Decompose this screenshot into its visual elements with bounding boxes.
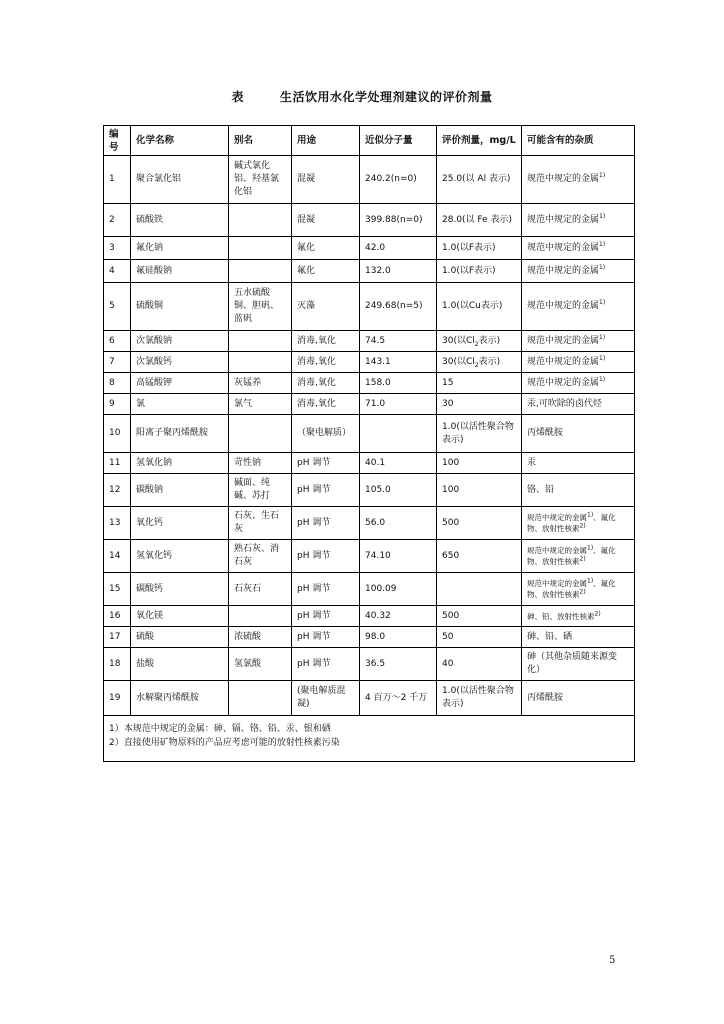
cell-mw: 40.1 (360, 453, 437, 474)
table-row (104, 156, 635, 204)
table-row (104, 453, 635, 474)
cell-use: 混凝 (292, 204, 360, 237)
cell-name: 氢氧化钙 (131, 540, 229, 573)
table-row (104, 373, 635, 394)
cell-no: 9 (104, 394, 131, 415)
cell-dose: 1.0(以F表示) (437, 237, 522, 260)
header-dose: 评价剂量，mg/L (437, 126, 522, 156)
cell-no: 6 (104, 331, 131, 352)
cell-no: 10 (104, 415, 131, 453)
table-row (104, 507, 635, 540)
impurity-text: 丙烯酰胺 (527, 692, 564, 703)
cell-dose: 1.0(以Cu表示) (437, 283, 522, 331)
cell-alias (229, 352, 292, 373)
impurity-text: 砷、铅、硒 (527, 631, 573, 642)
cell-no: 13 (104, 507, 131, 540)
cell-no: 17 (104, 627, 131, 648)
cell-impurity (522, 156, 635, 204)
cell-no: 19 (104, 681, 131, 716)
cell-name: 硫酸铁 (131, 204, 229, 237)
cell-name: 氧化镁 (131, 606, 229, 627)
header-row (104, 126, 635, 156)
cell-dose: 500 (437, 507, 522, 540)
table-row (104, 331, 635, 352)
cell-no: 18 (104, 648, 131, 681)
cell-no: 8 (104, 373, 131, 394)
footnote-marker: 2) (579, 522, 586, 530)
cell-mw: 249.68(n=5) (360, 283, 437, 331)
impurity-text: 规范中规定的金属 (527, 335, 600, 346)
cell-use: pH 调节 (292, 453, 360, 474)
cell-mw: 100.09 (360, 573, 437, 606)
cell-name: 水解聚丙烯酰胺 (131, 681, 229, 716)
impurity-text: 丙烯酰胺 (527, 428, 564, 438)
cell-mw: 74.5 (360, 331, 437, 352)
treatment-agent-table (103, 125, 635, 762)
cell-alias (229, 331, 292, 352)
cell-alias: 熟石灰、消石灰 (229, 540, 292, 573)
cell-mw: 158.0 (360, 373, 437, 394)
impurity-text: 规范中规定的金属 (527, 214, 600, 225)
cell-alias: 石灰石 (229, 573, 292, 606)
cell-dose: 1.0(以活性聚合物表示) (437, 681, 522, 716)
cell-mw: 4 百万～2 千万 (360, 681, 437, 716)
cell-use: pH 调节 (292, 540, 360, 573)
cell-mw: 74.10 (360, 540, 437, 573)
cell-use: pH 调节 (292, 606, 360, 627)
footnote-marker: 2) (579, 555, 586, 563)
cell-name: 次氯酸钠 (131, 331, 229, 352)
cell-use: pH 调节 (292, 648, 360, 681)
cell-mw: 143.1 (360, 352, 437, 373)
footnote-marker: 1) (587, 577, 594, 585)
cell-use: 灭藻 (292, 283, 360, 331)
table-title (0, 88, 724, 105)
cell-no: 3 (104, 237, 131, 260)
header-use: 用途 (292, 126, 360, 156)
impurity-text: 汞,可吹除的卤代烃 (527, 398, 602, 409)
cell-impurity (522, 237, 635, 260)
cell-dose: 1.0(以F表示) (437, 260, 522, 283)
footnote-marker: 2) (594, 610, 601, 617)
cell-impurity (522, 648, 635, 681)
cell-use: 氟化 (292, 260, 360, 283)
cell-impurity (522, 453, 635, 474)
footnote-row (104, 716, 635, 762)
cell-dose: 1.0(以活性聚合物表示) (437, 415, 522, 453)
cell-dose: 15 (437, 373, 522, 394)
cell-impurity (522, 681, 635, 716)
cell-alias (229, 204, 292, 237)
table-row (104, 474, 635, 507)
cell-alias: 碱式氯化铝、羟基氯化铝 (229, 156, 292, 204)
cell-alias (229, 260, 292, 283)
cell-dose: 25.0(以 Al 表示) (437, 156, 522, 204)
cell-name: 氟化钠 (131, 237, 229, 260)
cell-impurity (522, 204, 635, 237)
cell-impurity (522, 540, 635, 573)
cell-dose: 28.0(以 Fe 表示) (437, 204, 522, 237)
cell-no: 7 (104, 352, 131, 373)
impurity-text-extra: 、氟化物、放射性核素 (527, 513, 616, 533)
cell-name: 硫酸铜 (131, 283, 229, 331)
cell-impurity (522, 373, 635, 394)
impurity-text: 规范中规定的金属 (527, 265, 600, 276)
footnote-1: 1）本规范中规定的金属：砷、镉、铬、铅、汞、银和硒 (109, 724, 331, 734)
cell-no: 2 (104, 204, 131, 237)
cell-impurity (522, 606, 635, 627)
cell-alias: 碱面、纯碱、苏打 (229, 474, 292, 507)
cell-impurity (522, 573, 635, 606)
table-row (104, 283, 635, 331)
cell-alias: 氯气 (229, 394, 292, 415)
impurity-text-extra: 、氟化物、放射性核素 (527, 579, 616, 599)
impurity-text: 汞 (527, 457, 537, 468)
impurity-text: 规范中规定的金属 (527, 377, 600, 388)
table-row (104, 540, 635, 573)
cell-mw: 399.88(n=0) (360, 204, 437, 237)
table-row (104, 627, 635, 648)
cell-dose: 50 (437, 627, 522, 648)
cell-no: 16 (104, 606, 131, 627)
impurity-text: 规范中规定的金属 (527, 546, 587, 555)
dose-subscript: 2 (474, 361, 479, 369)
cell-impurity (522, 260, 635, 283)
cell-dose: 30 (437, 394, 522, 415)
footnote-marker: 1) (599, 263, 606, 271)
cell-name: 高锰酸钾 (131, 373, 229, 394)
cell-alias: 五水硫酸铜、胆矾、蓝矾 (229, 283, 292, 331)
cell-dose: 650 (437, 540, 522, 573)
impurity-text: 规范中规定的金属 (527, 356, 600, 367)
cell-mw: 240.2(n=0) (360, 156, 437, 204)
cell-name: 聚合氯化铝 (131, 156, 229, 204)
cell-name: 氟硅酸钠 (131, 260, 229, 283)
header-impurity: 可能含有的杂质 (522, 126, 635, 156)
cell-impurity (522, 415, 635, 453)
impurity-text: 规范中规定的金属 (527, 513, 587, 522)
cell-impurity (522, 352, 635, 373)
cell-use: 消毒,氧化 (292, 373, 360, 394)
cell-name: 阳离子聚丙烯酰胺 (131, 415, 229, 453)
cell-alias (229, 606, 292, 627)
cell-dose (437, 352, 522, 373)
page-number: 5 (609, 955, 616, 966)
cell-impurity (522, 283, 635, 331)
cell-alias: 浓硫酸 (229, 627, 292, 648)
header-no: 编号 (104, 126, 131, 156)
cell-alias (229, 681, 292, 716)
cell-use: pH 调节 (292, 474, 360, 507)
impurity-text: 规范中规定的金属 (527, 301, 600, 311)
footnote-marker: 1) (599, 212, 606, 220)
footnote-marker: 1) (599, 333, 606, 341)
cell-alias: 石灰、生石灰 (229, 507, 292, 540)
cell-mw: 56.0 (360, 507, 437, 540)
cell-no: 4 (104, 260, 131, 283)
cell-mw: 40.32 (360, 606, 437, 627)
impurity-text: 砷、铅、放射性核素 (527, 611, 595, 621)
cell-use: pH 调节 (292, 627, 360, 648)
table-row (104, 352, 635, 373)
cell-no: 1 (104, 156, 131, 204)
table-row (104, 573, 635, 606)
cell-use: 氟化 (292, 237, 360, 260)
footnote-2: 2）直接使用矿物原料的产品应考虑可能的放射性核素污染 (109, 738, 340, 748)
cell-dose: 100 (437, 453, 522, 474)
cell-alias (229, 415, 292, 453)
footnote-marker: 1) (599, 375, 606, 383)
cell-alias: 苛性钠 (229, 453, 292, 474)
table-row (104, 606, 635, 627)
cell-use: pH 调节 (292, 573, 360, 606)
cell-name: 氯 (131, 394, 229, 415)
impurity-text: 砷（其他杂质随来源变化） (527, 652, 618, 675)
cell-dose: 100 (437, 474, 522, 507)
cell-mw: 42.0 (360, 237, 437, 260)
dose-text-end: 表示) (478, 356, 501, 367)
table-row (104, 394, 635, 415)
cell-mw: 132.0 (360, 260, 437, 283)
cell-impurity (522, 474, 635, 507)
cell-dose (437, 331, 522, 352)
table-row (104, 648, 635, 681)
footnote-marker: 1) (599, 299, 606, 306)
footnote-marker: 1) (599, 240, 606, 248)
cell-use: (聚电解质混凝) (292, 681, 360, 716)
footnotes-cell (104, 716, 635, 762)
cell-alias: 氢氯酸 (229, 648, 292, 681)
cell-dose (437, 573, 522, 606)
cell-impurity (522, 507, 635, 540)
footnote-marker: 1) (587, 544, 594, 552)
footnote-marker: 1) (599, 172, 606, 179)
dose-text-end: 表示) (478, 335, 501, 346)
table-row (104, 237, 635, 260)
cell-impurity (522, 627, 635, 648)
cell-no: 15 (104, 573, 131, 606)
cell-name: 盐酸 (131, 648, 229, 681)
cell-use: 消毒,氧化 (292, 394, 360, 415)
table-body (104, 156, 635, 716)
cell-impurity (522, 331, 635, 352)
cell-mw (360, 415, 437, 453)
cell-name: 氢氧化钠 (131, 453, 229, 474)
header-name: 化学名称 (131, 126, 229, 156)
impurity-text: 规范中规定的金属 (527, 242, 600, 253)
cell-use: （聚电解质） (292, 415, 360, 453)
cell-alias (229, 237, 292, 260)
cell-no: 14 (104, 540, 131, 573)
header-alias: 别名 (229, 126, 292, 156)
cell-no: 11 (104, 453, 131, 474)
cell-name: 氧化钙 (131, 507, 229, 540)
cell-dose: 40 (437, 648, 522, 681)
cell-alias: 灰锰养 (229, 373, 292, 394)
table-row (104, 204, 635, 237)
cell-mw: 36.5 (360, 648, 437, 681)
header-mw: 近似分子量 (360, 126, 437, 156)
dose-subscript: 2 (474, 340, 479, 348)
cell-mw: 105.0 (360, 474, 437, 507)
cell-impurity (522, 394, 635, 415)
cell-name: 碳酸钙 (131, 573, 229, 606)
cell-no: 12 (104, 474, 131, 507)
impurity-text: 规范中规定的金属 (527, 579, 587, 588)
cell-use: 消毒,氧化 (292, 331, 360, 352)
dose-text: 30(以Cl (442, 356, 475, 367)
impurity-text: 规范中规定的金属 (527, 174, 600, 184)
table-row (104, 415, 635, 453)
impurity-text: 铬、铅 (527, 484, 555, 495)
table-row (104, 681, 635, 716)
footnote-marker: 1) (587, 511, 594, 519)
cell-mw: 98.0 (360, 627, 437, 648)
cell-name: 硫酸 (131, 627, 229, 648)
table-title-text: 生活饮用水化学处理剂建议的评价剂量 (280, 90, 493, 104)
table-title-lead: 表 (231, 90, 244, 104)
cell-mw: 71.0 (360, 394, 437, 415)
cell-use: 消毒,氧化 (292, 352, 360, 373)
impurity-text-extra: 、氟化物、放射性核素 (527, 546, 616, 566)
cell-name: 碳酸钠 (131, 474, 229, 507)
cell-use: 混凝 (292, 156, 360, 204)
footnote-marker: 2) (579, 588, 586, 596)
cell-use: pH 调节 (292, 507, 360, 540)
dose-text: 30(以Cl (442, 335, 475, 346)
footnote-marker: 1) (599, 354, 606, 362)
cell-no: 5 (104, 283, 131, 331)
table-row (104, 260, 635, 283)
cell-name: 次氯酸钙 (131, 352, 229, 373)
cell-dose: 500 (437, 606, 522, 627)
